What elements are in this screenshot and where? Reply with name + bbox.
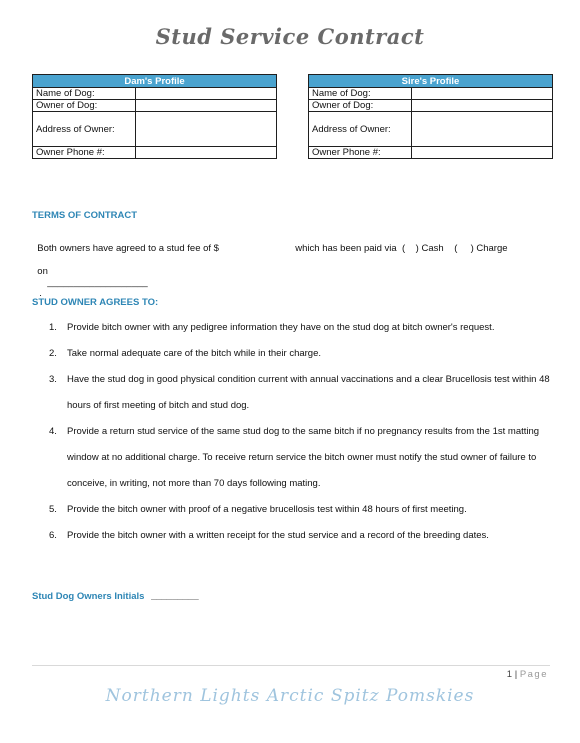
list-item <box>32 419 552 497</box>
initials-label: Stud Dog Owners Initials <box>32 591 145 602</box>
date-period: . <box>39 288 42 299</box>
dam-name-field[interactable] <box>136 88 277 100</box>
item-text: Provide bitch owner with any pedigree information they have on the stud dog at bitch owner's request. <box>67 322 495 333</box>
dam-phone-field[interactable] <box>136 147 277 159</box>
item-number: 3. <box>49 374 57 385</box>
item-text: Have the stud dog in good physical condition current with annual vaccinations and a clear Brucellosis test within 48 hours of first meeting of bitch and stud dog. <box>67 374 550 411</box>
agreement-list <box>32 315 552 549</box>
list-item <box>32 367 552 419</box>
document-title: Stud Service Contract <box>155 24 425 49</box>
item-text: Provide a return stud service of the same stud dog to the same bitch if no pregnancy results from the 1st matting window at no additional charge. To receive return service the bitch owner must notify the stud owner of failure to conceive, in writing, not more than 70 days following mating. <box>67 426 540 489</box>
item-number: 5. <box>49 504 57 515</box>
footer-divider <box>32 665 550 666</box>
sire-phone-label: Owner Phone #: <box>309 147 412 159</box>
stud-fee-text: Both owners have agreed to a stud fee of $ <box>37 243 219 254</box>
list-item <box>32 523 552 549</box>
dam-name-label: Name of Dog: <box>33 88 136 100</box>
item-text: Provide the bitch owner with a written receipt for the stud service and a record of the breeding dates. <box>67 530 489 541</box>
payment-method-text: which has been paid via ( ) Cash ( ) Charge <box>295 243 508 254</box>
sire-name-field[interactable] <box>412 88 553 100</box>
dam-profile-table <box>32 74 277 159</box>
terms-heading: TERMS OF CONTRACT <box>32 210 138 221</box>
list-item <box>32 315 552 341</box>
item-number: 4. <box>49 426 57 437</box>
page-number <box>507 669 548 680</box>
item-number: 2. <box>49 348 57 359</box>
dam-address-field[interactable] <box>136 112 277 147</box>
brand-footer: Northern Lights Arctic Spitz Pomskies <box>105 686 475 706</box>
dam-profile-header: Dam's Profile <box>33 75 277 88</box>
dam-address-label: Address of Owner: <box>33 112 136 147</box>
sire-phone-field[interactable] <box>412 147 553 159</box>
item-text: Provide the bitch owner with proof of a negative brucellosis test within 48 hours of first meeting. <box>67 504 467 515</box>
sire-address-label: Address of Owner: <box>309 112 412 147</box>
agrees-heading: STUD OWNER AGREES TO: <box>32 297 159 308</box>
page-num: 1 <box>506 669 513 680</box>
sire-profile-header: Sire's Profile <box>309 75 553 88</box>
page-sep: | <box>512 669 520 680</box>
dam-owner-field[interactable] <box>136 100 277 112</box>
page-label: Page <box>519 669 548 680</box>
item-number: 1. <box>49 322 57 333</box>
initials-blank[interactable]: _________ <box>151 591 199 602</box>
item-text: Take normal adequate care of the bitch while in their charge. <box>67 348 322 359</box>
sire-name-label: Name of Dog: <box>309 88 412 100</box>
sire-owner-field[interactable] <box>412 100 553 112</box>
initials-line <box>32 591 199 602</box>
item-number: 6. <box>49 530 57 541</box>
payment-method-line <box>290 232 508 254</box>
sire-address-field[interactable] <box>412 112 553 147</box>
sire-profile-table <box>308 74 553 159</box>
date-blank[interactable]: ___________________ <box>47 277 148 288</box>
list-item <box>32 497 552 523</box>
date-on-label: on <box>37 266 48 277</box>
list-item <box>32 341 552 367</box>
dam-phone-label: Owner Phone #: <box>33 147 136 159</box>
date-line <box>32 255 148 299</box>
dam-owner-label: Owner of Dog: <box>33 100 136 112</box>
stud-fee-line <box>32 232 219 254</box>
sire-owner-label: Owner of Dog: <box>309 100 412 112</box>
